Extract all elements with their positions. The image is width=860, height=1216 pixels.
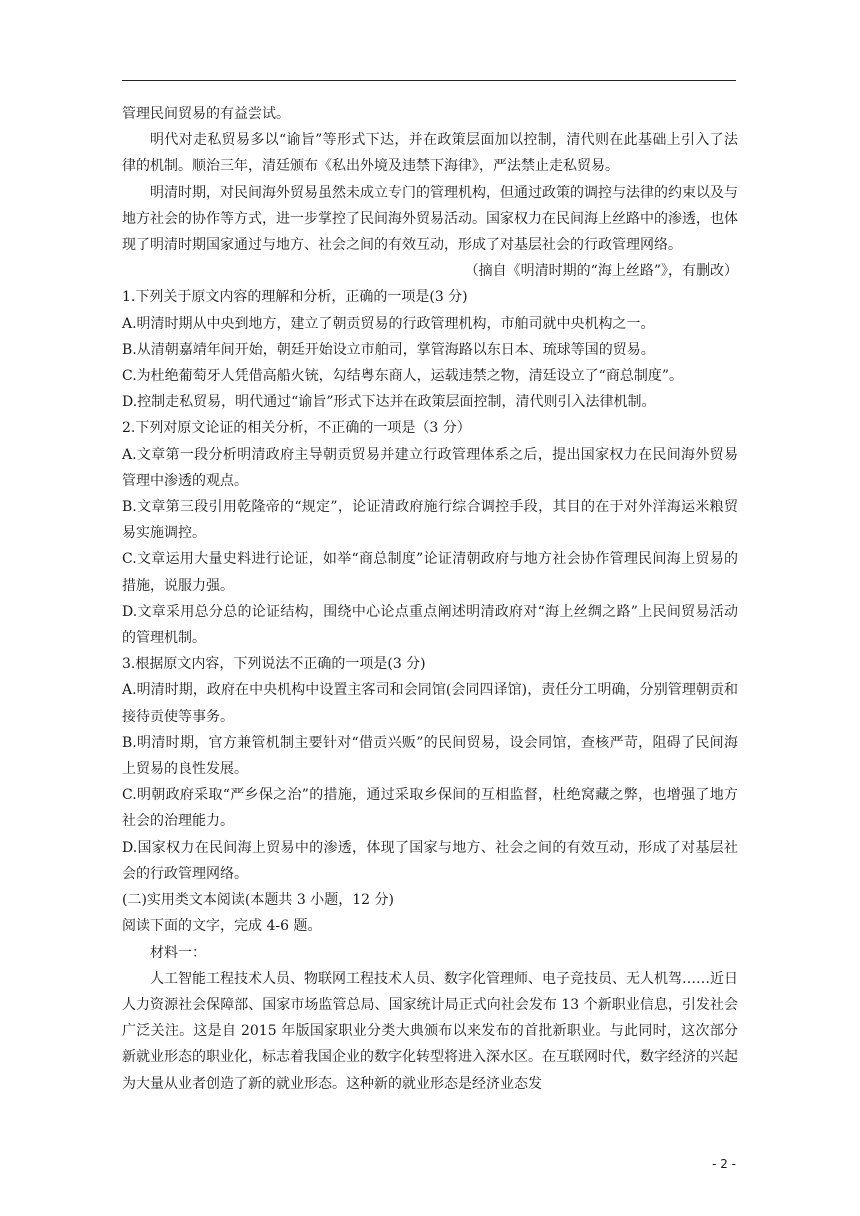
source-citation: （摘自《明清时期的“海上丝路”》，有删改） bbox=[464, 263, 738, 280]
page-number: - 2 - bbox=[712, 1157, 736, 1171]
material-text: 人工智能工程技术人员、物联网工程技术人员、数字化管理师、电子竞技员、无人机驾……近日人力资源社会保障部、国家市场监管总局、国家统计局正式向社会发布 13 个新职业信息，引发社会广泛关注。这是自 2015 年版国家职业分类大典颁布以来发布的首批新职业。与此同时，这次部分新就业形态的职业化，标志着我国企业的数字化转型将进入深水区。在互联网时代，数字经济的兴起为大量从业者创造了新的就业形态。这种新的就业形态是经济业态发 bbox=[122, 970, 738, 1092]
question-3-stem: 3.根据原文内容，下列说法不正确的一项是(3 分) bbox=[122, 656, 426, 673]
material-label: 材料一： bbox=[150, 944, 206, 961]
question-1-option-c: C.为杜绝葡萄牙人凭借高船火铳，勾结粤东商人，运载违禁之物，清廷设立了“商总制度”。 bbox=[122, 368, 683, 385]
question-1-stem: 1.下列关于原文内容的理解和分析，正确的一项是(3 分) bbox=[122, 289, 468, 306]
question-2-stem: 2.下列对原文论证的相关分析，不正确的一项是（3 分） bbox=[122, 420, 471, 437]
paragraph-2: 明代对走私贸易多以“谕旨”等形式下达，并在政策层面加以控制，清代则在此基础上引入了法律的机制。顺治三年，清廷颁布《私出外境及违禁下海律》，严法禁止走私贸易。 bbox=[122, 132, 738, 175]
paragraph-3: 明清时期，对民间海外贸易虽然未成立专门的管理机构，但通过政策的调控与法律的约束以及与地方社会的协作等方式，进一步掌控了民间海外贸易活动。国家权力在民间海上丝路中的渗透，也体现了明清时期国家通过与地方、社会之间的有效互动，形成了对基层社会的行政管理网络。 bbox=[122, 184, 738, 254]
question-2-option-b: B.文章第三段引用乾隆帝的“规定”，论证清政府施行综合调控手段，其目的在于对外洋海运米粮贸易实施调控。 bbox=[122, 499, 738, 542]
question-3-option-c: C.明朝政府采取“严乡保之治”的措施，通过采取乡保间的互相监督，杜绝窝藏之弊，也增强了地方社会的治理能力。 bbox=[122, 787, 738, 830]
question-3-option-b: B.明清时期，官方兼管机制主要针对“借贡兴贩”的民间贸易，设会同馆，查核严苛，阻碍了民间海上贸易的良性发展。 bbox=[122, 734, 738, 778]
question-3-option-d: D.国家权力在民间海上贸易中的渗透，体现了国家与地方、社会之间的有效互动，形成了对基层社会的行政管理网络。 bbox=[122, 839, 738, 882]
question-1-option-d: D.控制走私贸易，明代通过“谕旨”形式下达并在政策层面控制，清代则引入法律机制。 bbox=[122, 394, 656, 411]
question-1-option-a: A.明清时期从中央到地方，建立了朝贡贸易的行政管理机构，市舶司就中央机构之一。 bbox=[122, 315, 655, 332]
question-2-option-d: D.文章采用总分总的论证结构，围绕中心论点重点阐述明清政府对“海上丝绸之路”上民间贸易活动的管理机制。 bbox=[122, 603, 738, 647]
section-instruction: 阅读下面的文字，完成 4-6 题。 bbox=[122, 918, 322, 935]
question-2-option-c: C.文章运用大量史料进行论证，如举“商总制度”论证清朝政府与地方社会协作管理民间海上贸易的措施，说服力强。 bbox=[122, 551, 738, 594]
question-3-option-a: A.明清时期，政府在中央机构中设置主客司和会同馆(会同四译馆)，责任分工明确，分别管理朝贡和接待贡使等事务。 bbox=[122, 682, 738, 725]
page-content bbox=[122, 101, 738, 1097]
question-2-option-a: A.文章第一段分析明清政府主导朝贡贸易并建立行政管理体系之后，提出国家权力在民间海外贸易管理中渗透的观点。 bbox=[122, 446, 738, 489]
question-1-option-b: B.从清朝嘉靖年间开始，朝廷开始设立市舶司，掌管海路以东日本、琉球等国的贸易。 bbox=[122, 341, 655, 358]
section-heading: (二)实用类文本阅读(本题共 3 小题，12 分) bbox=[122, 892, 394, 909]
header-rule bbox=[122, 80, 736, 81]
paragraph-1: 管理民间贸易的有益尝试。 bbox=[122, 106, 290, 122]
